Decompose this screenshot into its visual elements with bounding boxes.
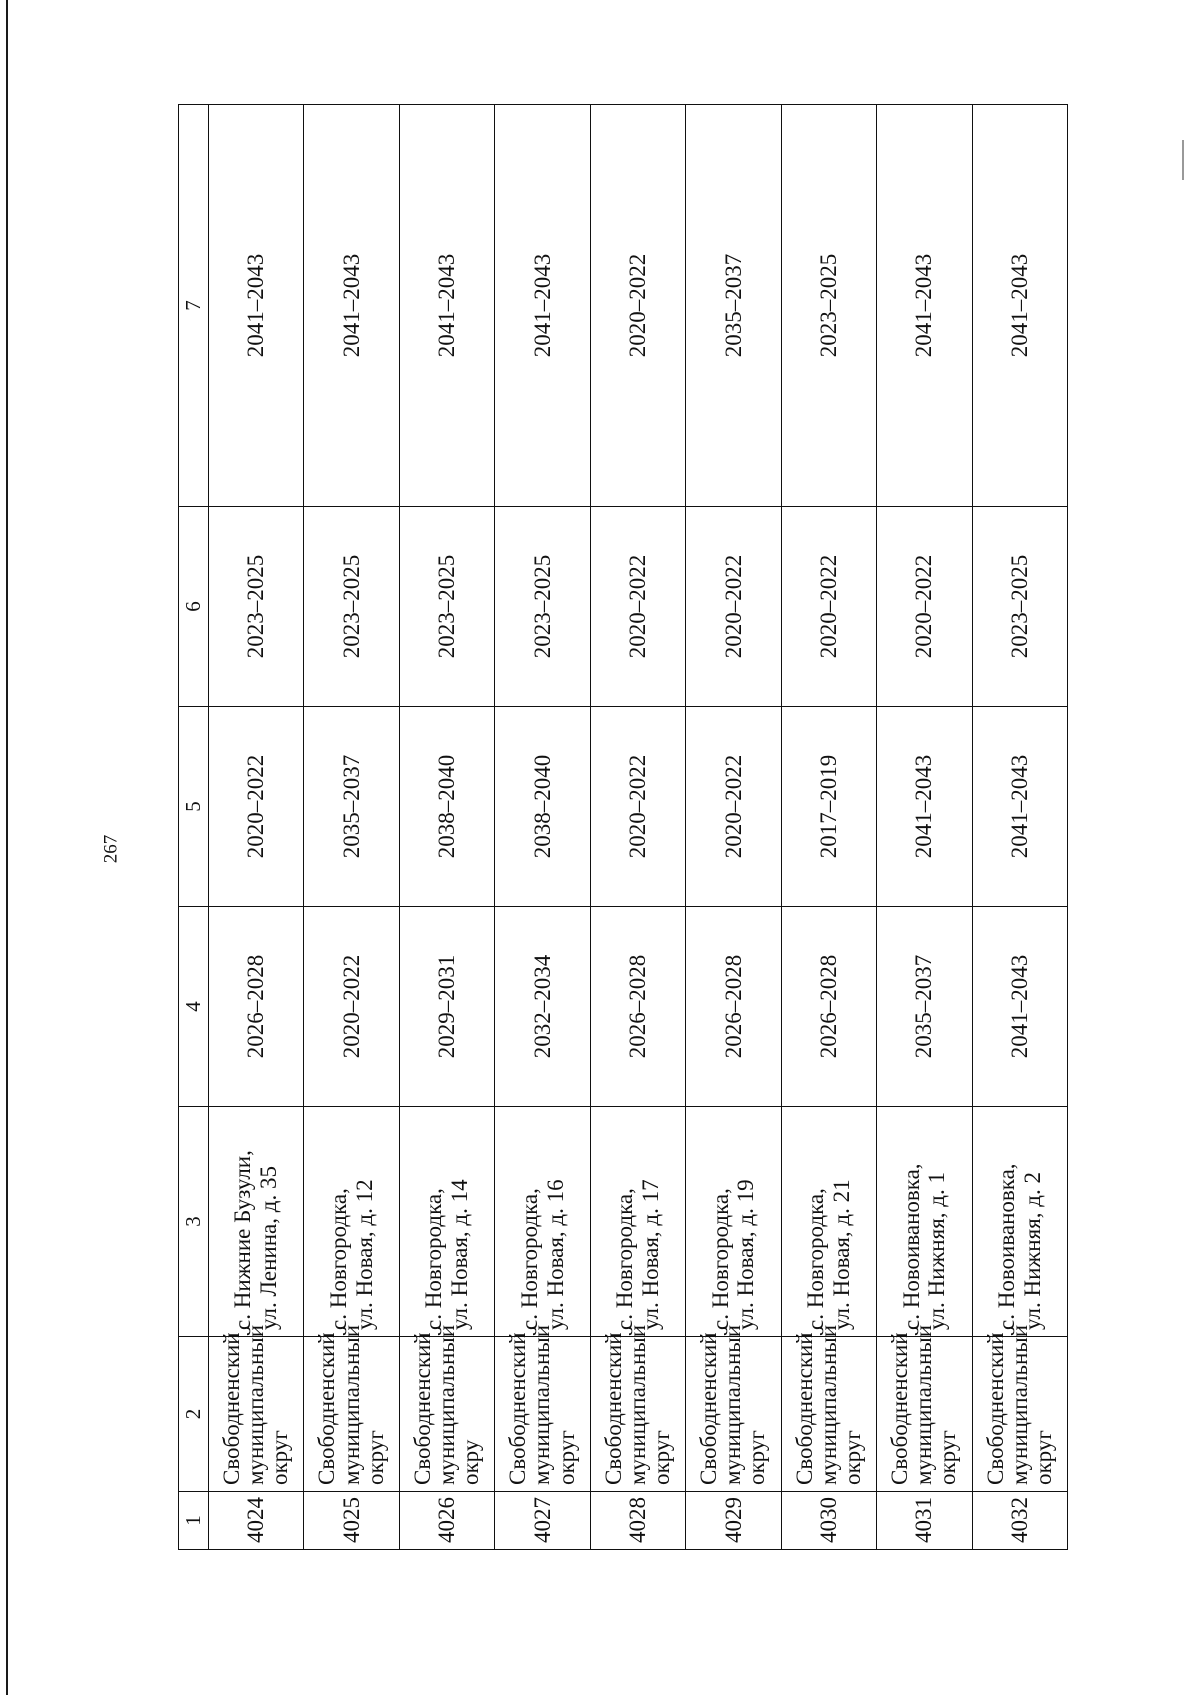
period-cell-c4: 2026–2028: [209, 907, 304, 1107]
header-col-2: 2: [179, 1337, 209, 1492]
district-cell: [495, 1324, 590, 1492]
district-line: Свободненский: [982, 1332, 1008, 1485]
period-cell-c5: 2020–2022: [590, 707, 685, 907]
address-cell: [590, 1107, 685, 1337]
row-number: 4032: [972, 1492, 1068, 1550]
table-row: [877, 105, 972, 1550]
address-cell: [399, 1107, 494, 1337]
period-cell-c7: 2041–2043: [877, 105, 972, 507]
address-line: с. Новоивановка,: [994, 1163, 1019, 1330]
district-line: Свободненский: [887, 1332, 913, 1485]
period-cell-c6: 2020–2022: [590, 507, 685, 707]
period-cell-c5: 2020–2022: [209, 707, 304, 907]
district-line: округ: [267, 1430, 293, 1485]
period-cell-c6: 2023–2025: [209, 507, 304, 707]
period-cell-c5: 2035–2037: [304, 707, 399, 907]
address-line: с. Новгородка,: [516, 1188, 542, 1330]
rotated-table-container: [178, 105, 1068, 1550]
schedule-table: [178, 104, 1068, 1550]
address-line: ул. Новая, д. 16: [542, 1179, 568, 1330]
district-line: округ: [553, 1430, 579, 1485]
row-number: 4025: [304, 1492, 399, 1550]
period-cell-c7: 2041–2043: [399, 105, 494, 507]
row-number: 4024: [209, 1492, 304, 1550]
table-row: [495, 105, 590, 1550]
table-row: [304, 105, 399, 1550]
period-cell-c4: 2032–2034: [495, 907, 590, 1107]
address-line: ул. Новая, д. 17: [637, 1179, 663, 1330]
district-cell: [209, 1324, 304, 1492]
address-cell: [495, 1107, 590, 1337]
scan-edge-left: [6, 0, 8, 1695]
period-cell-c6: 2023–2025: [399, 507, 494, 707]
district-line: округ: [935, 1430, 961, 1485]
period-cell-c5: 2038–2040: [495, 707, 590, 907]
period-cell-c5: 2017–2019: [781, 707, 876, 907]
district-line: округ: [649, 1430, 675, 1485]
district-line: Свободненский: [314, 1332, 340, 1485]
table-body: [209, 105, 1068, 1550]
district-cell: [590, 1324, 685, 1492]
table-row: [590, 105, 685, 1550]
table-header-row: [179, 105, 209, 1550]
address-line: ул. Новая, д. 14: [447, 1179, 473, 1330]
period-cell-c4: 2041–2043: [972, 907, 1068, 1107]
period-cell-c7: 2041–2043: [304, 105, 399, 507]
address-line: ул. Нижняя, д. 2: [1019, 1172, 1045, 1330]
district-line: Свободненский: [505, 1332, 531, 1485]
table-row: [972, 105, 1068, 1550]
header-col-7: 7: [179, 105, 209, 507]
address-line: ул. Нижняя, д. 1: [924, 1172, 950, 1330]
address-cell: [972, 1107, 1068, 1337]
period-cell-c4: 2020–2022: [304, 907, 399, 1107]
district-cell: [399, 1324, 494, 1492]
row-number: 4027: [495, 1492, 590, 1550]
period-cell-c5: 2020–2022: [686, 707, 781, 907]
header-col-3: 3: [179, 1107, 209, 1337]
district-line: муниципальный: [815, 1324, 841, 1485]
district-line: округ: [744, 1430, 770, 1485]
district-line: Свободненский: [696, 1332, 722, 1485]
period-cell-c7: 2041–2043: [495, 105, 590, 507]
period-cell-c6: 2020–2022: [781, 507, 876, 707]
district-line: муниципальный: [911, 1324, 937, 1485]
period-cell-c6: 2020–2022: [877, 507, 972, 707]
table-row: [686, 105, 781, 1550]
district-line: муниципальный: [1006, 1324, 1032, 1485]
period-cell-c7: 2041–2043: [972, 105, 1068, 507]
row-number: 4026: [399, 1492, 494, 1550]
district-line: муниципальный: [243, 1324, 269, 1485]
period-cell-c7: 2035–2037: [686, 105, 781, 507]
period-cell-c6: 2020–2022: [686, 507, 781, 707]
address-cell: [781, 1107, 876, 1337]
district-line: муниципальный: [720, 1324, 746, 1485]
period-cell-c7: 2041–2043: [209, 105, 304, 507]
scan-edge-right: [1182, 140, 1184, 180]
period-cell-c5: 2038–2040: [399, 707, 494, 907]
period-cell-c6: 2023–2025: [304, 507, 399, 707]
header-col-6: 6: [179, 507, 209, 707]
district-line: Свободненский: [219, 1332, 244, 1485]
header-col-4: 4: [179, 907, 209, 1107]
period-cell-c4: 2026–2028: [686, 907, 781, 1107]
row-number: 4030: [781, 1492, 876, 1550]
period-cell-c5: 2041–2043: [972, 707, 1068, 907]
row-number: 4029: [686, 1492, 781, 1550]
period-cell-c7: 2020–2022: [590, 105, 685, 507]
address-line: с. Новгородка,: [421, 1188, 447, 1330]
address-line: с. Новгородка,: [612, 1188, 638, 1330]
address-cell: [877, 1107, 972, 1337]
district-cell: [686, 1324, 781, 1492]
address-line: ул. Новая, д. 21: [828, 1179, 854, 1330]
district-cell: [972, 1324, 1068, 1492]
table-row: [399, 105, 494, 1550]
address-line: с. Новгородка,: [803, 1188, 829, 1330]
row-number: 4031: [877, 1492, 972, 1550]
address-line: ул. Новая, д. 12: [351, 1179, 377, 1330]
district-line: округ: [839, 1430, 865, 1485]
period-cell-c4: 2026–2028: [590, 907, 685, 1107]
district-line: окру: [458, 1439, 484, 1485]
address-cell: [686, 1107, 781, 1337]
district-cell: [304, 1324, 399, 1492]
address-cell: [304, 1107, 399, 1337]
address-line: с. Нижние Бузули,: [230, 1150, 256, 1330]
district-line: муниципальный: [338, 1324, 364, 1485]
page-number: 267: [100, 834, 122, 864]
address-line: с. Новгородка,: [325, 1188, 351, 1330]
row-number: 4028: [590, 1492, 685, 1550]
address-line: ул. Ленина, д. 35: [256, 1166, 282, 1330]
address-line: с. Новгородка,: [707, 1188, 733, 1330]
address-line: ул. Новая, д. 19: [733, 1179, 759, 1330]
period-cell-c6: 2023–2025: [495, 507, 590, 707]
period-cell-c6: 2023–2025: [972, 507, 1068, 707]
district-line: округ: [1030, 1430, 1056, 1485]
address-cell: [209, 1107, 304, 1337]
district-line: Свободненский: [409, 1332, 435, 1485]
district-line: муниципальный: [529, 1324, 555, 1485]
district-line: Свободненский: [600, 1332, 626, 1485]
district-line: округ: [362, 1430, 388, 1485]
period-cell-c5: 2041–2043: [877, 707, 972, 907]
table-row: [209, 105, 304, 1550]
header-col-1: 1: [179, 1492, 209, 1550]
period-cell-c4: 2029–2031: [399, 907, 494, 1107]
header-col-5: 5: [179, 707, 209, 907]
district-cell: [781, 1324, 876, 1492]
table-row: [781, 105, 876, 1550]
district-cell: [877, 1324, 972, 1492]
address-line: с. Новоивановка,: [898, 1163, 924, 1330]
district-line: Свободненский: [791, 1332, 817, 1485]
period-cell-c7: 2023–2025: [781, 105, 876, 507]
period-cell-c4: 2026–2028: [781, 907, 876, 1107]
period-cell-c4: 2035–2037: [877, 907, 972, 1107]
district-line: муниципальный: [624, 1324, 650, 1485]
district-line: муниципальный: [434, 1324, 460, 1485]
